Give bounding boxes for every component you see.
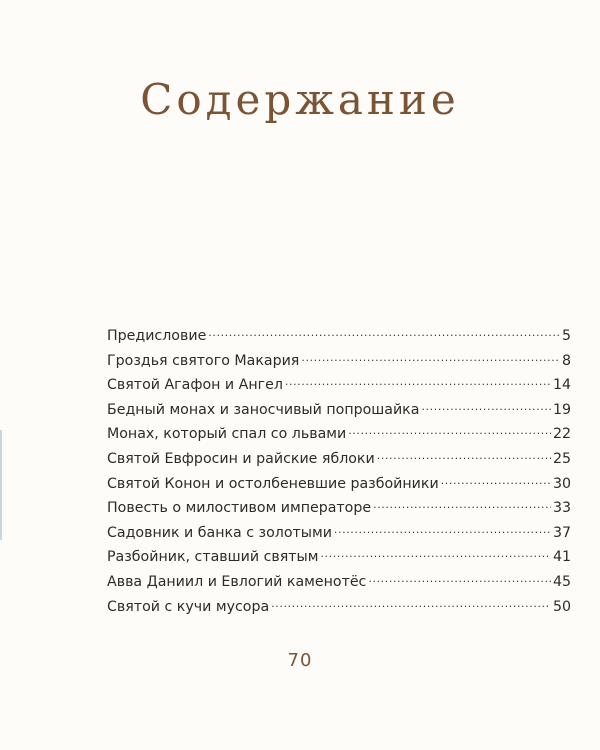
page-edge-mark [0, 430, 2, 540]
toc-entry[interactable] [107, 591, 571, 616]
toc-entry[interactable] [107, 394, 571, 419]
toc-entry-title: Святой Евфросин и райские яблоки [107, 450, 375, 467]
toc-entry[interactable] [107, 541, 571, 566]
toc-entry-title: Садовник и банка с золотыми [107, 524, 332, 541]
toc-entry[interactable] [107, 566, 571, 591]
table-of-contents [107, 320, 571, 615]
toc-entry-page: 37 [552, 524, 571, 541]
toc-entry-page: 50 [552, 598, 571, 615]
toc-entry-page: 22 [552, 426, 571, 443]
toc-entry-page: 33 [552, 500, 571, 517]
toc-entry-page: 41 [552, 549, 571, 566]
toc-entry-title: Святой Конон и остолбеневшие разбойники [107, 475, 439, 492]
toc-entry[interactable] [107, 418, 571, 443]
toc-entry-page: 25 [552, 450, 571, 467]
toc-entry-title: Монах, который спал со львами [107, 426, 347, 443]
toc-dot-leader [301, 345, 560, 365]
toc-entry-title: Бедный монах и заносчивый попрошайка [107, 401, 420, 418]
toc-entry[interactable] [107, 443, 571, 468]
toc-dot-leader [368, 566, 551, 586]
toc-dot-leader [373, 492, 551, 512]
toc-dot-leader [348, 418, 551, 438]
toc-entry-title: Авва Даниил и Евлогий каменотёс [107, 573, 367, 590]
toc-dot-leader [271, 591, 551, 611]
toc-entry[interactable] [107, 320, 571, 345]
toc-dot-leader [208, 320, 560, 340]
toc-entry-page: 8 [561, 352, 571, 369]
toc-entry-page: 30 [552, 475, 571, 492]
toc-entry[interactable] [107, 369, 571, 394]
toc-dot-leader [334, 517, 551, 537]
page-title: Содержание [140, 75, 460, 124]
toc-entry-page: 45 [552, 573, 571, 590]
toc-entry-title: Гроздья святого Макария [107, 352, 300, 369]
page-number: 70 [287, 650, 313, 671]
toc-entry-title: Разбойник, ставший святым [107, 549, 319, 566]
toc-dot-leader [377, 443, 551, 463]
toc-entry[interactable] [107, 345, 571, 370]
toc-entry[interactable] [107, 517, 571, 542]
toc-entry-title: Повесть о милостивом императоре [107, 500, 372, 517]
toc-entry-page: 14 [552, 377, 571, 394]
toc-dot-leader [285, 369, 551, 389]
toc-entry-title: Святой Агафон и Ангел [107, 377, 283, 394]
toc-dot-leader [320, 541, 550, 561]
toc-dot-leader [441, 468, 551, 488]
toc-entry[interactable] [107, 468, 571, 493]
toc-entry[interactable] [107, 492, 571, 517]
toc-entry-title: Предисловие [107, 328, 207, 344]
toc-entry-page: 5 [561, 328, 571, 344]
toc-entry-page: 19 [552, 401, 571, 418]
toc-dot-leader [421, 394, 551, 414]
toc-entry-title: Святой с кучи мусора [107, 598, 270, 615]
